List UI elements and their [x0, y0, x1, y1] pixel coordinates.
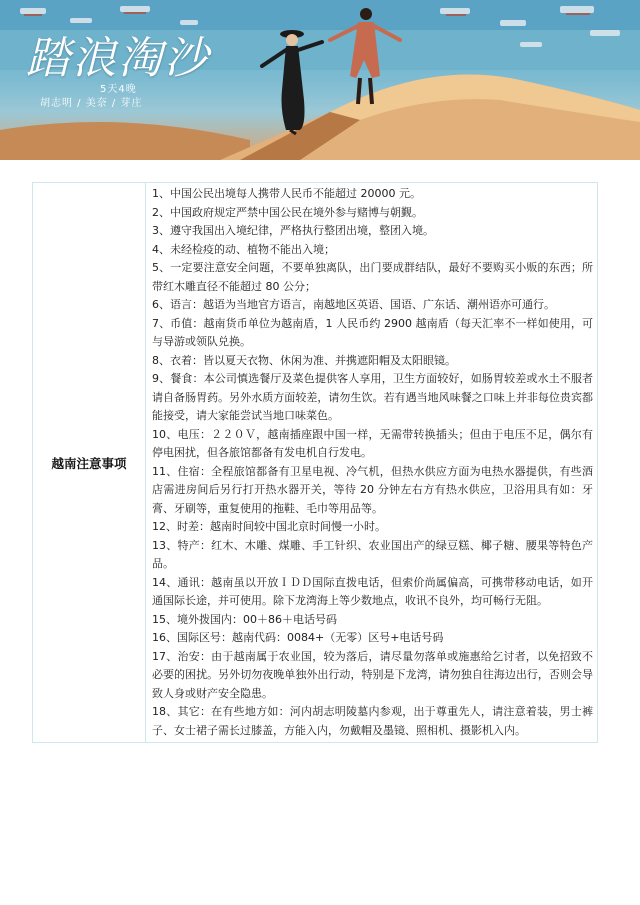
header-banner: [0, 0, 640, 160]
notes-label: 越南注意事项: [33, 183, 146, 743]
note-item: 14、通讯：越南虽以开放ＩＤＤ国际直拨电话，但索价尚属偏高，可携带移动电话，如开通国际长途，并可使用。除下龙湾海上等少数地点，收讯不良外，均可畅行无阻。: [152, 575, 593, 607]
note-item: 8、衣着：皆以夏天衣物、休闲为准、并携遮阳帽及太阳眼镜。: [152, 353, 456, 367]
notes-list: [152, 185, 593, 740]
note-item: 3、遵守我国出入境纪律，严格执行整团出境，整团入境。: [152, 224, 434, 237]
note-item: 9、餐食：本公司慎选餐厅及菜色提供客人享用，卫生方面较好，如肠胃较差或水土不服者请自备肠胃药。另外水质方面较差，请勿生饮。若有遇当地风味餐之口味上并非每位贵宾都能接受，请大家能尝试当地口味菜色。: [152, 372, 593, 422]
note-item: 12、时差：越南时间较中国北京时间慢一小时。: [152, 520, 386, 533]
note-item: 13、特产：红木、木雕、煤雕、手工针织、农业国出产的绿豆糕、椰子糖、腰果等特色产品。: [152, 538, 593, 570]
note-item: 7、币值：越南货币单位为越南盾，1 人民币约 2900 越南盾（每天汇率不一样如使用，可与导游或领队兑换。: [152, 316, 593, 348]
note-item: 10、电压：２２０Ｖ，越南插座跟中国一样，无需带转换插头；但由于电压不足，偶尔有停电困扰，但各旅馆都备有发电机自行发电。: [152, 427, 593, 459]
note-item: 6、语言：越语为当地官方语言，南越地区英语、国语、广东话、潮州语亦可通行。: [152, 298, 555, 311]
notes-row: [33, 183, 598, 743]
notes-table: [32, 182, 598, 743]
note-item: 11、住宿：全程旅馆都备有卫星电视、冷气机，但热水供应方面为电热水器提供，有些酒店需进房间后另行打开热水器开关，等待 20 分钟左右方有热水供应，卫浴用具有如：牙膏、牙刷等，重复使用的拖鞋、毛巾等用品等。: [152, 464, 593, 515]
trip-route: 胡志明 / 美奈 / 芽庄: [40, 98, 143, 109]
trip-duration: 5天4晚: [100, 84, 137, 95]
note-item: 2、中国政府规定严禁中国公民在境外参与赌博与朝觐。: [152, 205, 423, 219]
notes-content: [146, 183, 598, 743]
note-item: 1、中国公民出境每人携带人民币不能超过 20000 元。: [152, 187, 421, 200]
note-item: 17、治安：由于越南属于农业国，较为落后，请尽量勿落单或施惠给乞讨者，以免招致不必要的困扰。另外切勿夜晚单独外出行动，特别是下龙湾，请勿独自往海边出行，否则会导致人身或财产安全隐患。: [152, 649, 593, 700]
banner-title: 踏浪淘沙: [26, 33, 210, 84]
note-item: 16、国际区号：越南代码：0084+（无零）区号+电话号码: [152, 631, 444, 644]
note-item: 18、其它：在有些地方如：河内胡志明陵墓内参观，出于尊重先人，请注意着装，男士裤子、女士裙子需长过膝盖，方能入内，勿戴帽及墨镜、照相机、摄影机入内。: [152, 705, 593, 737]
note-item: 5、一定要注意安全问题，不要单独离队，出门要成群结队，最好不要购买小贩的东西；所带红木雕直径不能超过 80 公分；: [152, 261, 593, 293]
note-item: 15、境外拨国内：00＋86＋电话号码: [152, 612, 337, 626]
note-item: 4、未经检疫的动、植物不能出入境；: [152, 242, 335, 256]
